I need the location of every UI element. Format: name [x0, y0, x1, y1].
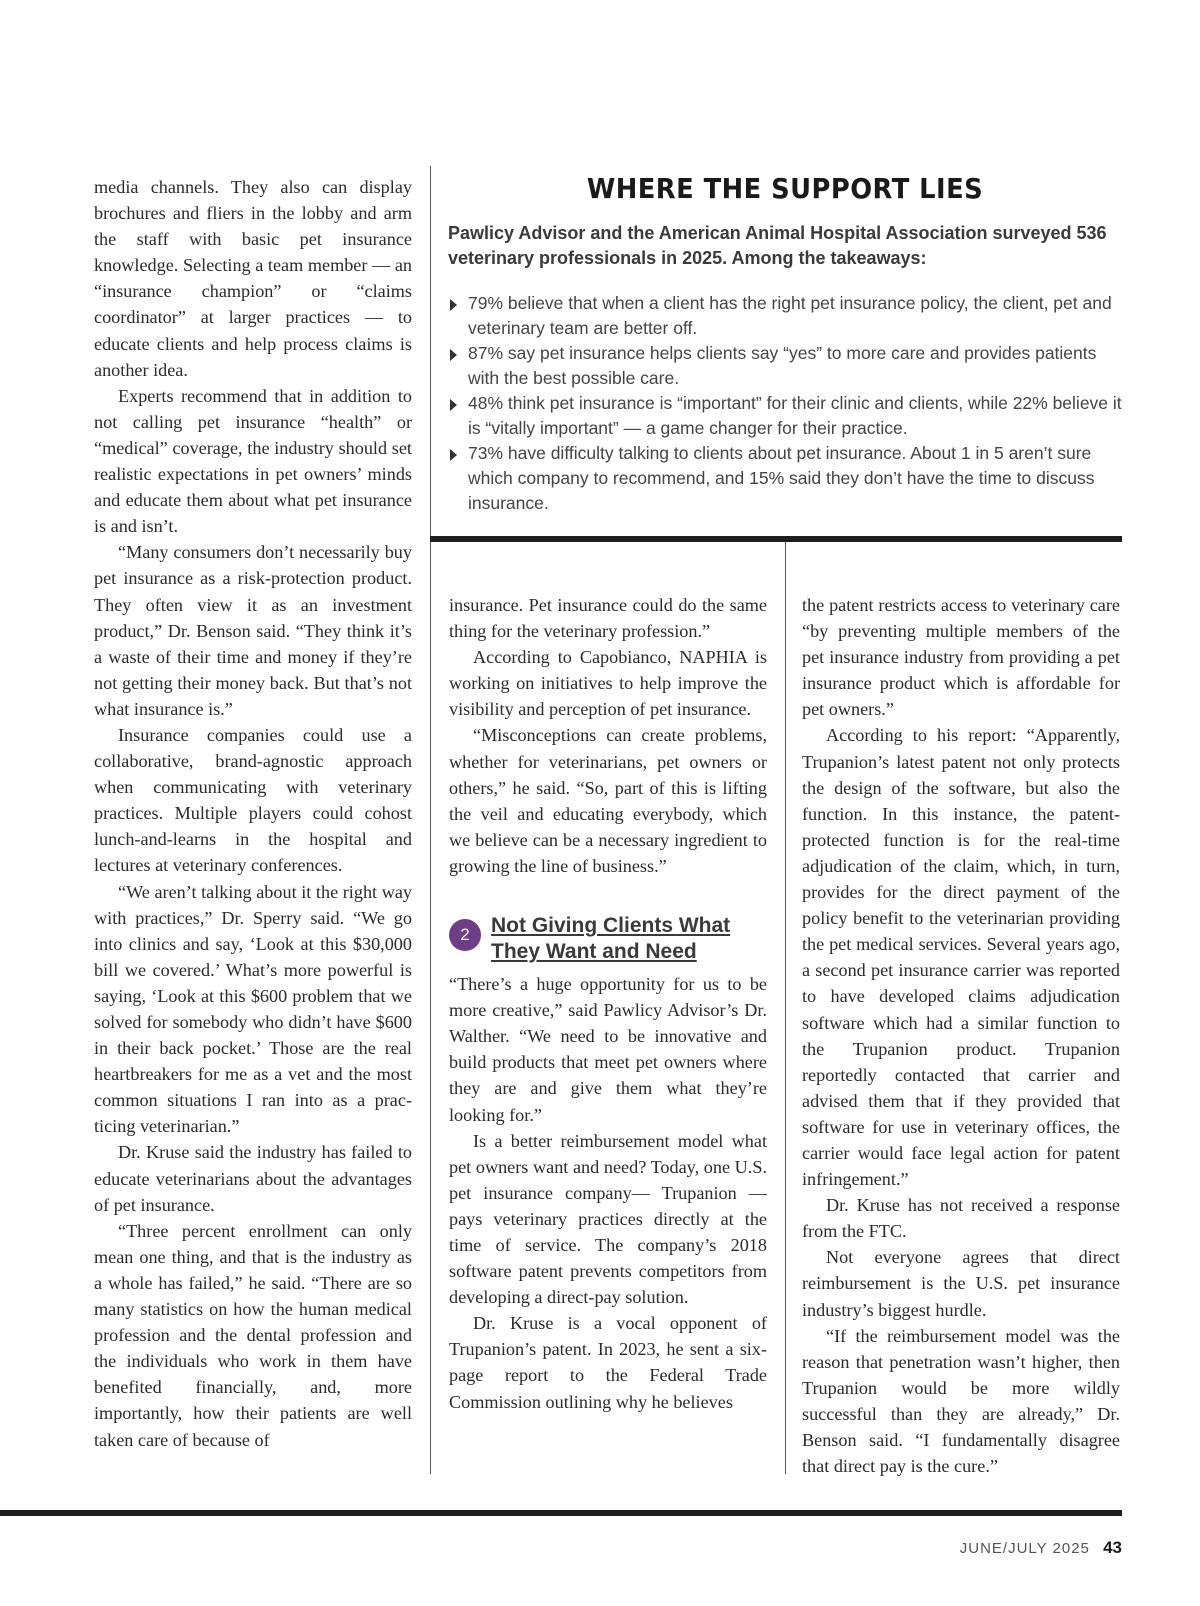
triangle-bullet-icon	[450, 349, 457, 361]
page-number: 43	[1103, 1538, 1122, 1557]
page-footer	[960, 1538, 1122, 1558]
triangle-bullet-icon	[450, 449, 457, 461]
issue-date: JUNE/JULY 2025	[959, 1540, 1090, 1557]
sidebar-list-item	[448, 341, 1122, 391]
column-divider	[785, 541, 786, 1474]
paragraph: Dr. Kruse said the industry has failed to educate veterinarians about the advantages of pet insurance.	[94, 1142, 412, 1215]
article-column-middle	[449, 592, 767, 1415]
paragraph: According to Capobianco, NAPHIA is working on initiatives to help improve the visibility and perception of pet insurance.	[449, 647, 767, 720]
paragraph: Not everyone agrees that direct reimbursement is the U.S. pet insurance industry’s biggest hurdle.	[802, 1247, 1120, 1320]
section-title: Not Giving Clients What They Want and Need	[491, 914, 731, 964]
paragraph: Is a better reimbursement model what pet owners want and need? Today, one U.S. pet insurance company— Trupanion — pays veterinary practices directly at the time of service. The company’s 2018 software patent prevents competitors from developing a direct-pay solution.	[449, 1130, 767, 1308]
paragraph: Dr. Kruse is a vocal opponent of Trupanion’s patent. In 2023, he sent a six-page report to the Federal Trade Commission outlining why he believes	[449, 1313, 767, 1412]
sidebar-list-item	[448, 391, 1122, 441]
sidebar-list	[448, 291, 1122, 516]
sidebar-list-item-text: 48% think pet insurance is “important” for their clinic and clients, while 22% believe it is “vitally important” — a game changer for their practice.	[468, 393, 1122, 438]
paragraph: “Many consumers don’t necessarily buy pet insurance as a risk-protection product. They often view it as an investment product,” Dr. Benson said. “They think it’s a waste of their time and money if they’re not getting their money back. But that’s not what insurance is.”	[94, 542, 412, 719]
paragraph: “Three percent enrollment can only mean one thing, and that is the industry as a whole has failed,” he said. “There are so many statistics on how the human medical profession and the dental profession and the individuals who work in them have benefited financially, and, more importantly, how their patients are well taken care of because of	[94, 1220, 412, 1450]
sidebar-intro: Pawlicy Advisor and the American Animal Hospital Association surveyed 536 veterinary professionals in 2025. Among the takeaways:	[448, 223, 1107, 268]
paragraph: media channels. They also can display brochures and fliers in the lobby and arm the staff with basic pet insurance knowledge. Selecting a team member — an “insurance champion” or “claims coordinator” at larger practices — to educate clients and help process claims is another idea.	[94, 177, 412, 380]
paragraph: “Misconceptions can create problems, whether for veterinarians, pet owners or others,” he said. “So, part of this is lifting the veil and educating everybody, which we believe can be a necessary ingredient to growing the line of business.”	[449, 725, 767, 876]
paragraph: insurance. Pet insurance could do the same thing for the veterinary profession.”	[449, 595, 767, 642]
triangle-bullet-icon	[450, 299, 457, 311]
page-bottom-rule	[0, 1510, 1122, 1516]
paragraph: “We aren’t talking about it the right way with practices,” Dr. Sperry said. “We go into clinics and say, ‘Look at this $30,000 bill we covered.’ What’s more powerful is saying, ‘Look at this $600 problem that we solved for somebody who didn’t have $600 in their back pocket.’ Those are the real heartbreakers for me as a vet and the most common situations I ran into as a practicing veterinarian.”	[94, 881, 412, 1137]
section-number-badge: 2	[449, 919, 481, 951]
sidebar-bottom-rule	[430, 536, 1122, 542]
paragraph: According to his report: “Apparently, Trupanion’s latest patent not only protects the design of the software, but also the function. In this instance, the patent-protected function is for the real-time adjudication of the claim, which, in turn, provides for the direct payment of the policy benefit to the veterinarian providing the pet medical services. Several years ago, a second pet insurance carrier was reported to have developed claims adjudication software which had a similar function to the Trupanion product. Trupanion reportedly contacted that carrier and advised them that if they provided that software for use in veterinary offices, the carrier would face legal action for patent infringement.”	[802, 725, 1120, 1190]
sidebar-list-item-text: 79% believe that when a client has the right pet insurance policy, the client, pet and veterinary team are better off.	[468, 293, 1112, 338]
paragraph: Insurance companies could use a collaborative, brand-agnostic approach when communicating with veterinary practices. Multiple players could cohost lunch-and-learns in the hospital and lectures at veterinary conferences.	[94, 724, 412, 876]
sidebar-box	[448, 168, 1122, 516]
sidebar-list-item-text: 73% have difficulty talking to clients about pet insurance. About 1 in 5 aren’t sure which company to recommend, and 15% said they don’t have the time to discuss insurance.	[468, 443, 1095, 513]
sidebar-list-item-text: 87% say pet insurance helps clients say “yes” to more care and provides patients with the best possible care.	[468, 343, 1097, 388]
column-divider	[430, 166, 431, 1474]
triangle-bullet-icon	[450, 399, 457, 411]
article-column-right	[802, 592, 1120, 1479]
paragraph: “There’s a huge opportunity for us to be more creative,” said Pawlicy Advisor’s Dr. Walther. “We need to be innovative and build products that meet pet owners where they are and give them what they’re looking for.”	[449, 974, 767, 1125]
article-column-left	[94, 174, 412, 1453]
paragraph: Dr. Kruse has not received a response from the FTC.	[802, 1195, 1120, 1242]
sidebar-title: WHERE THE SUPPORT LIES	[586, 172, 984, 205]
sidebar-list-item	[448, 441, 1122, 516]
paragraph: “If the reimbursement model was the reason that penetration wasn’t higher, then Trupanion would be more wildly successful than they are already,” Dr. Benson said. “I fundamentally disagree that direct pay is the cure.”	[802, 1325, 1120, 1477]
sidebar-list-item	[448, 291, 1122, 341]
paragraph: Experts recommend that in addition to not calling pet insurance “health” or “medical” coverage, the industry should set realistic expectations in pet owners’ minds and educate them about what pet insurance is and isn’t.	[94, 385, 412, 537]
section-heading	[449, 913, 767, 965]
paragraph: the patent restricts access to veterinary care “by preventing multiple members of the pet insurance industry from providing a pet insurance product which is affordable for pet owners.”	[802, 595, 1120, 720]
